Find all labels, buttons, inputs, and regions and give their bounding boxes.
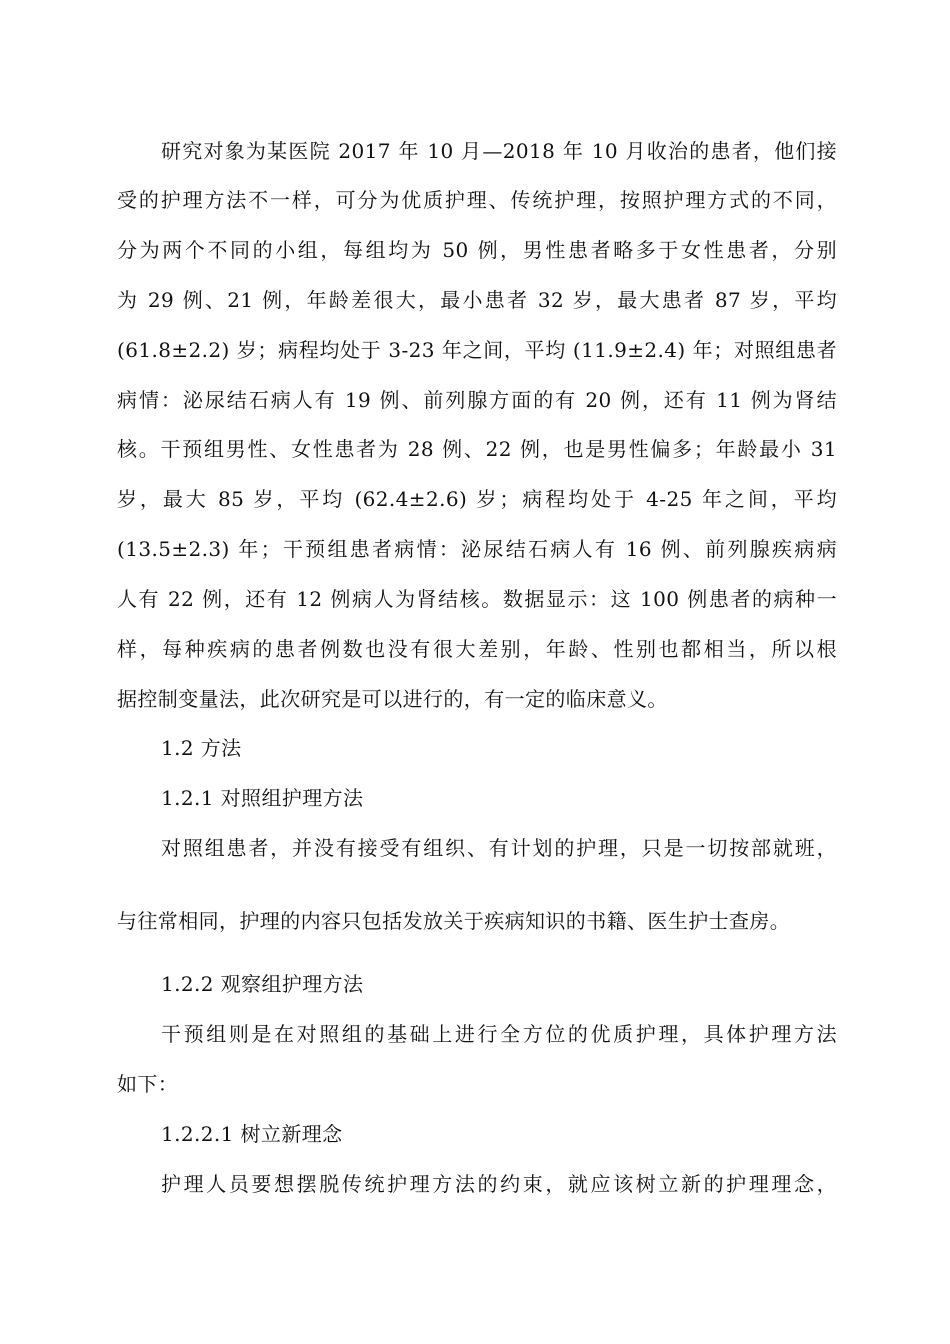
section-heading-1-2-1: 1.2.1 对照组护理方法 xyxy=(161,786,364,810)
paragraph-1-line-7: 核。干预组男性、女性患者为 28 例、22 例，也是男性偏多；年龄最小 31 xyxy=(117,437,837,461)
paragraph-1-line-12: 据控制变量法，此次研究是可以进行的，有一定的临床意义。 xyxy=(117,687,668,711)
paragraph-1-line-9: (13.5±2.3) 年；干预组患者病情：泌尿结石病人有 16 例、前列腺疾病病 xyxy=(117,537,837,561)
paragraph-1-line-3: 分为两个不同的小组，每组均为 50 例，男性患者略多于女性患者，分别 xyxy=(117,238,837,262)
paragraph-1-line-11: 样，每种疾病的患者例数也没有很大差别，年龄、性别也都相当，所以根 xyxy=(117,637,837,661)
section-heading-1-2-2: 1.2.2 观察组护理方法 xyxy=(161,972,364,996)
paragraph-2-line-2: 与往常相同，护理的内容只包括发放关于疾病知识的书籍、医生护士查房。 xyxy=(117,909,791,933)
paragraph-3-line-2: 如下： xyxy=(117,1072,179,1096)
paragraph-3-line-1: 干预组则是在对照组的基础上进行全方位的优质护理，具体护理方法 xyxy=(161,1022,837,1046)
section-heading-1-2-2-1: 1.2.2.1 树立新理念 xyxy=(161,1122,343,1146)
paragraph-2-line-1: 对照组患者，并没有接受有组织、有计划的护理，只是一切按部就班， xyxy=(161,836,837,860)
paragraph-1-line-1: 研究对象为某医院 2017 年 10 月—2018 年 10 月收治的患者，他们接 xyxy=(161,139,837,163)
paragraph-1-line-2: 受的护理方法不一样，可分为优质护理、传统护理，按照护理方式的不同， xyxy=(117,188,837,212)
paragraph-1-line-8: 岁，最大 85 岁，平均 (62.4±2.6) 岁；病程均处于 4-25 年之间，平均 xyxy=(117,487,837,511)
paragraph-1-line-6: 病情：泌尿结石病人有 19 例、前列腺方面的有 20 例，还有 11 例为肾结 xyxy=(117,388,837,412)
paragraph-1-line-10: 人有 22 例，还有 12 例病人为肾结核。数据显示：这 100 例患者的病种一 xyxy=(117,587,837,611)
paragraph-4-line-1: 护理人员要想摆脱传统护理方法的约束，就应该树立新的护理理念， xyxy=(161,1172,837,1196)
section-heading-1-2: 1.2 方法 xyxy=(161,736,242,760)
paragraph-1-line-5: (61.8±2.2) 岁；病程均处于 3-23 年之间，平均 (11.9±2.4) 年；对照组患者 xyxy=(117,338,837,362)
paragraph-1-line-4: 为 29 例、21 例，年龄差很大，最小患者 32 岁，最大患者 87 岁，平均 xyxy=(117,288,837,312)
